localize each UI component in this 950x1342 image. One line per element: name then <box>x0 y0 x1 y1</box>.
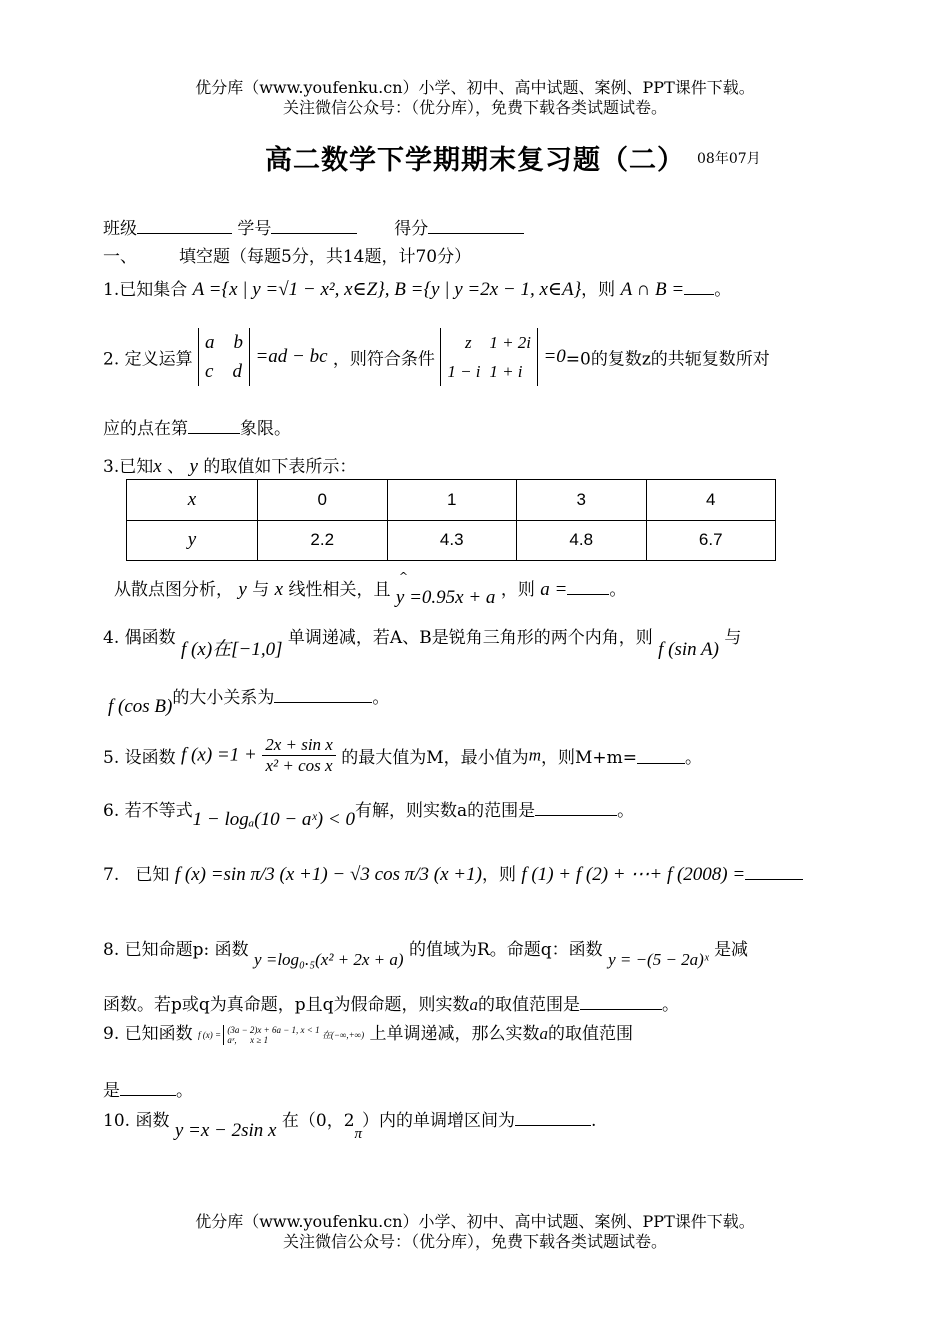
q3-var-x: x <box>153 456 162 477</box>
q6-prefix: 6. 若不等式 <box>103 801 193 821</box>
q5-fraction <box>262 735 336 776</box>
footer-line-1: 优分库（www.youfenku.cn）小学、初中、高中试题、案例、PPT课件下载。 <box>195 1212 755 1231</box>
question-4-line-2 <box>108 683 390 717</box>
q4-and: 与 <box>724 628 742 648</box>
q9-pw-lhs: f (x) = <box>198 1029 222 1040</box>
question-8 <box>103 935 749 969</box>
q4-answer-blank[interactable] <box>274 686 372 703</box>
table-cell: 6.7 <box>646 520 776 561</box>
det1-c: c <box>205 361 214 382</box>
q9-end: 。 <box>176 1081 193 1101</box>
section-heading <box>103 242 471 267</box>
q9-piecewise <box>198 1025 364 1045</box>
question-3 <box>103 452 356 478</box>
question-2 <box>103 328 770 386</box>
q1-expr: A ∩ B = <box>620 279 685 300</box>
table-cell: 4.8 <box>517 520 647 561</box>
q3-prefix: 3.已知 <box>103 457 154 477</box>
footer-line-2: 关注微信公众号：（优分库），免费下载各类试题试卷。 <box>282 1232 667 1251</box>
table-cell: 3 <box>517 480 647 521</box>
section-text: 填空题（每题5分，共14题，计70分） <box>179 247 472 267</box>
score-blank[interactable] <box>428 217 524 234</box>
q9-line2a: 是 <box>103 1081 120 1101</box>
student-info-line <box>103 214 524 239</box>
q5-answer-blank[interactable] <box>637 747 685 764</box>
q5-suffix: 的最大值为M，最小值为 <box>341 748 529 768</box>
q4-suffix: 的大小关系为 <box>172 688 275 708</box>
q9-answer-blank[interactable] <box>120 1079 176 1096</box>
q3-suffix: 的取值如下表所示： <box>203 457 357 477</box>
q4-fx: f (x)在[−1,0] <box>181 639 283 660</box>
header-line-2: 关注微信公众号：（优分库），免费下载各类试题试卷。 <box>282 98 667 117</box>
q1-prefix: 1.已知集合 <box>103 280 188 300</box>
number-label: 学号 <box>237 219 272 239</box>
q2-determinant-1 <box>198 328 250 386</box>
question-2-line-2 <box>103 414 291 439</box>
q9-pw2: aˣ, x ≥ 1 <box>227 1034 269 1045</box>
q3-ask: a = <box>540 579 568 600</box>
q10-mid: 在（0，2 <box>281 1111 355 1131</box>
q9-pw-range: 在(−∞,+∞) <box>321 1029 365 1040</box>
q1-sets: A ={x | y =√1 − x², x∈Z}, B ={y | y =2x − 1, x∈A} <box>192 279 582 300</box>
q2-line2b: 象限。 <box>240 419 291 439</box>
q3-sep: 、 <box>167 457 185 477</box>
q5-numerator: 2x + sin x <box>262 735 336 756</box>
q6-suffix: 有解，则实数a的范围是 <box>354 801 536 821</box>
q9-a: a <box>539 1024 549 1043</box>
q2-prefix: 2. 定义运算 <box>103 349 193 370</box>
q3-x: x <box>274 579 284 600</box>
data-table <box>126 479 776 561</box>
q2-answer-blank[interactable] <box>188 417 240 434</box>
q8-mid: 的值域为R。命题q：函数 <box>408 940 603 960</box>
question-9 <box>103 1019 633 1045</box>
table-label-x: x <box>127 480 258 521</box>
table-label-y: y <box>127 520 258 561</box>
q4-prefix: 4. 偶函数 <box>103 628 176 648</box>
q8-line2a: 函数。若p或q为真命题，p且q为假命题，则实数 <box>103 995 470 1015</box>
question-6 <box>103 796 635 830</box>
q1-answer-blank[interactable] <box>684 278 714 295</box>
det1-d: d <box>232 361 242 382</box>
score-label: 得分 <box>394 219 429 239</box>
q8-suffix: 是减 <box>714 940 749 960</box>
class-blank[interactable] <box>137 217 232 234</box>
question-8-line-2 <box>103 990 679 1015</box>
question-3-line-2 <box>114 570 627 608</box>
q4-end: 。 <box>372 688 390 708</box>
q10-pi: π <box>354 1126 363 1142</box>
q1-suffix: ，则 <box>581 280 616 300</box>
q10-expr: y =x − 2sin x <box>174 1120 277 1141</box>
q8-answer-blank[interactable] <box>580 993 662 1010</box>
question-7 <box>103 860 803 886</box>
table-row-y <box>127 520 776 561</box>
q7-mid: ，则 <box>481 865 516 885</box>
q3-after4: ，则 <box>500 580 535 600</box>
q8-end: 。 <box>662 995 680 1015</box>
q2-determinant-2 <box>440 328 538 386</box>
q3-regression: y =0.95x + a <box>395 587 496 608</box>
q8-a: a <box>469 995 479 1014</box>
q3-after2: 与 <box>252 580 270 600</box>
q8-prefix: 8. 已知命题p: 函数 <box>103 940 249 960</box>
question-5 <box>103 735 702 776</box>
q2-rhs2: =0 <box>543 346 566 367</box>
det1-b: b <box>233 332 244 353</box>
table-row-x <box>127 480 776 521</box>
q2-mid: ，则符合条件 <box>332 349 435 370</box>
table-cell: 0 <box>258 480 388 521</box>
q8-expr2: y = −(5 − 2a)ˣ <box>608 950 709 969</box>
q3-y: y <box>238 579 247 600</box>
q9-suffix2: 的取值范围 <box>548 1024 634 1044</box>
q3-end: 。 <box>609 580 627 600</box>
section-number: 一、 <box>103 247 137 267</box>
q9-prefix: 9. 已知函数 <box>103 1024 193 1044</box>
q3-answer-blank[interactable] <box>567 578 609 595</box>
q6-end: 。 <box>617 801 635 821</box>
page-title: 高二数学下学期期末复习题（二） <box>265 145 685 176</box>
q10-end: . <box>591 1111 597 1131</box>
q10-suffix: ）内的单调增区间为 <box>362 1111 516 1131</box>
q2-rhs1: =ad − bc <box>255 346 328 367</box>
q3-var-y: y <box>189 456 198 477</box>
q5-ask: ，则M+m= <box>540 748 637 768</box>
det1-a: a <box>205 332 215 353</box>
class-label: 班级 <box>103 219 137 239</box>
question-4 <box>103 622 742 660</box>
q6-expr: 1 − logₐ(10 − aˣ) < 0 <box>192 809 355 830</box>
date-label: 08年07月 <box>697 151 761 167</box>
q5-prefix: 5. 设函数 <box>103 748 176 768</box>
number-blank[interactable] <box>271 217 357 234</box>
det2-d: 1 + i <box>489 362 523 381</box>
q5-denominator: x² + cos x <box>265 756 333 775</box>
question-1 <box>103 275 731 301</box>
table-cell: 4 <box>646 480 776 521</box>
q10-answer-blank[interactable] <box>515 1109 591 1126</box>
q2-line2a: 应的点在第 <box>103 419 188 439</box>
q9-suffix: 上单调递减，那么实数 <box>369 1024 540 1044</box>
q8-expr1: y =log₀.₅(x² + 2x + a) <box>254 950 404 969</box>
table-cell: 4.3 <box>387 520 517 561</box>
q7-prefix: 7. 已知 <box>103 865 170 885</box>
question-9-line-2 <box>103 1076 193 1101</box>
q7-expr: f (x) =sin π/3 (x +1) − √3 cos π/3 (x +1) <box>174 864 482 885</box>
det2-z: z <box>465 333 472 352</box>
q4-fcos: f (cos B) <box>108 696 173 717</box>
header-line-1: 优分库（www.youfenku.cn）小学、初中、高中试题、案例、PPT课件下载。 <box>195 78 755 97</box>
table-cell: 1 <box>387 480 517 521</box>
q1-end: 。 <box>714 280 732 300</box>
q5-lhs: f (x) =1 + <box>181 744 257 766</box>
q7-answer-blank[interactable] <box>745 863 803 880</box>
det2-b: 1 + 2i <box>489 333 532 352</box>
q8-line2b: 的取值范围是 <box>478 995 581 1015</box>
q6-answer-blank[interactable] <box>535 799 617 816</box>
q7-ask: f (1) + f (2) + ⋯+ f (2008) = <box>521 864 746 885</box>
q9-pw1: (3a − 2)x + 6a − 1, x < 1 <box>227 1024 320 1035</box>
q3-hat: ^ <box>398 570 409 583</box>
q3-after1: 从散点图分析， <box>114 580 233 600</box>
question-10 <box>103 1106 597 1142</box>
q10-prefix: 10. 函数 <box>103 1111 170 1131</box>
q4-mid: 单调递减，若A、B是锐角三角形的两个内角，则 <box>287 628 653 648</box>
q5-end: 。 <box>684 748 702 768</box>
q2-suffix: =0的复数z的共轭复数所对 <box>565 349 770 370</box>
q3-after3: 线性相关，且 <box>288 580 391 600</box>
q4-fsin: f (sin A) <box>658 639 719 660</box>
q5-m: m <box>528 745 541 765</box>
table-cell: 2.2 <box>258 520 388 561</box>
det2-c: 1 − i <box>447 362 481 381</box>
